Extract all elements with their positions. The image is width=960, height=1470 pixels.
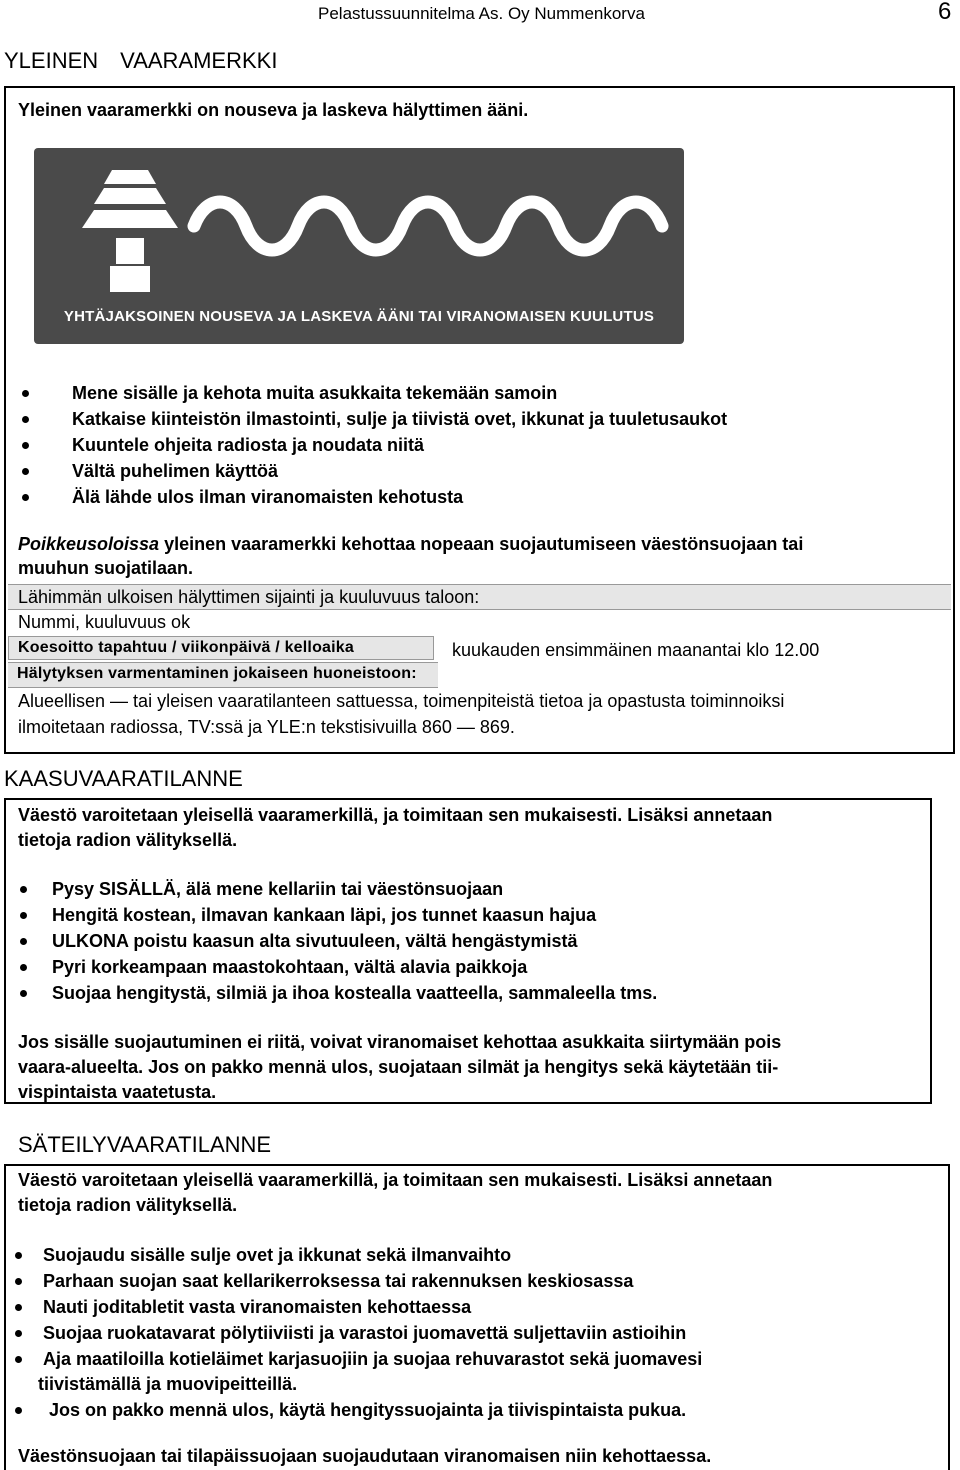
list-item-text: Jos on pakko mennä ulos, käytä hengityssuojainta ja tiivispintaista pukua. [49, 1400, 687, 1420]
section-heading-general-alarm [4, 48, 299, 74]
general-alarm-intro: Yleinen vaaramerkki on nouseva ja laskeva hälyttimen ääni. [18, 100, 529, 120]
page-number: 6 [938, 0, 952, 25]
list-item: Aja maatiloilla kotieläimet karjasuojiin ja suojaa rehuvarastot sekä juomavesi [43, 1346, 702, 1372]
gas-intro-line-2: tietoja radion välityksellä. [18, 830, 238, 850]
test-label-band [8, 636, 434, 660]
gas-intro-line-1: Väestö varoitetaan yleisellä vaaramerkillä, ja toimitaan sen mukaisesti. Lisäksi annetaan [18, 805, 773, 825]
list-item: Vältä puhelimen käyttöä [72, 458, 727, 484]
bullet [15, 1407, 22, 1414]
exception-paragraph [18, 532, 948, 580]
list-item: Mene sisälle ja kehota muita asukkaita tekemään samoin [72, 380, 727, 406]
list-item: Suojaa hengitystä, silmiä ja ihoa kostealla vaatteella, sammaleella tms. [52, 980, 657, 1006]
sign-caption: YHTÄJAKSOINEN NOUSEVA JA LASKEVA ÄÄNI TAI VIRANOMAISEN KUULUTUS [63, 308, 655, 325]
radiation-instructions-last [49, 1397, 686, 1423]
test-value: kuukauden ensimmäinen maanantai klo 12.00 [452, 640, 820, 660]
heading-word-1: YLEINEN [4, 48, 99, 73]
list-item: Kuuntele ohjeita radiosta ja noudata niitä [72, 432, 727, 458]
list-item: Suojaa ruokatavarat pölytiiviisti ja varastoi juomavettä suljettaviin astioihin [43, 1320, 702, 1346]
rising-falling-wave [194, 202, 662, 250]
verification-label: Hälytyksen varmentaminen jokaiseen huoneistoon: [17, 665, 417, 682]
gas-outro-line-3: vispintaista vaatetusta. [18, 1082, 217, 1102]
siren-icon [82, 170, 178, 292]
document-title: Pelastussuunnitelma As. Oy Nummenkorva [318, 4, 645, 23]
warning-sign-image [34, 148, 684, 344]
list-item: Pysy SISÄLLÄ, älä mene kellariin tai väestönsuojaan [52, 876, 657, 902]
siren-location-label-band [8, 584, 951, 610]
siren-location-value: Nummi, kuuluvuus ok [18, 612, 191, 632]
list-item: Pyri korkeampaan maastokohtaan, vältä alavia paikkoja [52, 954, 657, 980]
radiation-outro: Väestönsuojaan tai tilapäissuojaan suojaudutaan viranomaisen niin kehottaessa. [18, 1446, 712, 1466]
list-item: ULKONA poistu kaasun alta sivutuuleen, vältä hengästymistä [52, 928, 657, 954]
verification-text [18, 688, 784, 740]
gas-intro [18, 803, 772, 853]
gas-outro [18, 1030, 781, 1105]
list-item: Nauti joditabletit vasta viranomaisten kehottaessa [43, 1294, 702, 1320]
section-heading-gas: KAASUVAARATILANNE [4, 766, 243, 791]
siren-location-label: Lähimmän ulkoisen hälyttimen sijainti ja kuuluvuus taloon: [18, 587, 480, 607]
heading-word-2: VAARAMERKKI [120, 48, 278, 73]
exception-italic: Poikkeusoloissa [18, 534, 160, 554]
list-item: Älä lähde ulos ilman viranomaisten kehotusta [72, 484, 727, 510]
general-alarm-instructions [72, 380, 727, 510]
gas-instructions [52, 876, 657, 1006]
radiation-intro-line-1: Väestö varoitetaan yleisellä vaaramerkillä, ja toimitaan sen mukaisesti. Lisäksi annetaan [18, 1170, 773, 1190]
list-item: Hengitä kostean, ilmavan kankaan läpi, jos tunnet kaasun hajua [52, 902, 657, 928]
radiation-instructions [43, 1242, 702, 1372]
verification-line-2: ilmoitetaan radiossa, TV:ssä ja YLE:n tekstisivuilla 860 — 869. [18, 717, 515, 737]
test-label: Koesoitto tapahtuu / viikonpäivä / kelloaika [18, 639, 354, 656]
list-item: Parhaan suojan saat kellarikerroksessa tai rakennuksen keskiosassa [43, 1268, 702, 1294]
list-item: Suojaudu sisälle sulje ovet ja ikkunat sekä ilmanvaihto [43, 1242, 702, 1268]
radiation-intro [18, 1168, 772, 1218]
verification-label-band [8, 662, 438, 688]
gas-outro-line-2: vaara-alueelta. Jos on pakko mennä ulos, suojataan silmät ja hengitys sekä käytetään tii- [18, 1057, 779, 1077]
radiation-instruction-5-cont: tiivistämällä ja muovipeitteillä. [38, 1374, 298, 1394]
exception-text: yleinen vaaramerkki kehottaa nopeaan suojautumiseen väestönsuojaan tai [159, 534, 804, 554]
list-item: Katkaise kiinteistön ilmastointi, sulje ja tiivistä ovet, ikkunat ja tuuletusaukot [72, 406, 727, 432]
list-item [49, 1397, 686, 1423]
exception-text-2: muuhun suojatilaan. [18, 558, 194, 578]
section-heading-radiation: SÄTEILYVAARATILANNE [18, 1132, 272, 1157]
radiation-intro-line-2: tietoja radion välityksellä. [18, 1195, 238, 1215]
gas-outro-line-1: Jos sisälle suojautuminen ei riitä, voivat viranomaiset kehottaa asukkaita siirtymään pois [18, 1032, 782, 1052]
verification-line-1: Alueellisen — tai yleisen vaaratilanteen sattuessa, toimenpiteistä tietoa ja opastusta toiminnoiksi [18, 691, 785, 711]
